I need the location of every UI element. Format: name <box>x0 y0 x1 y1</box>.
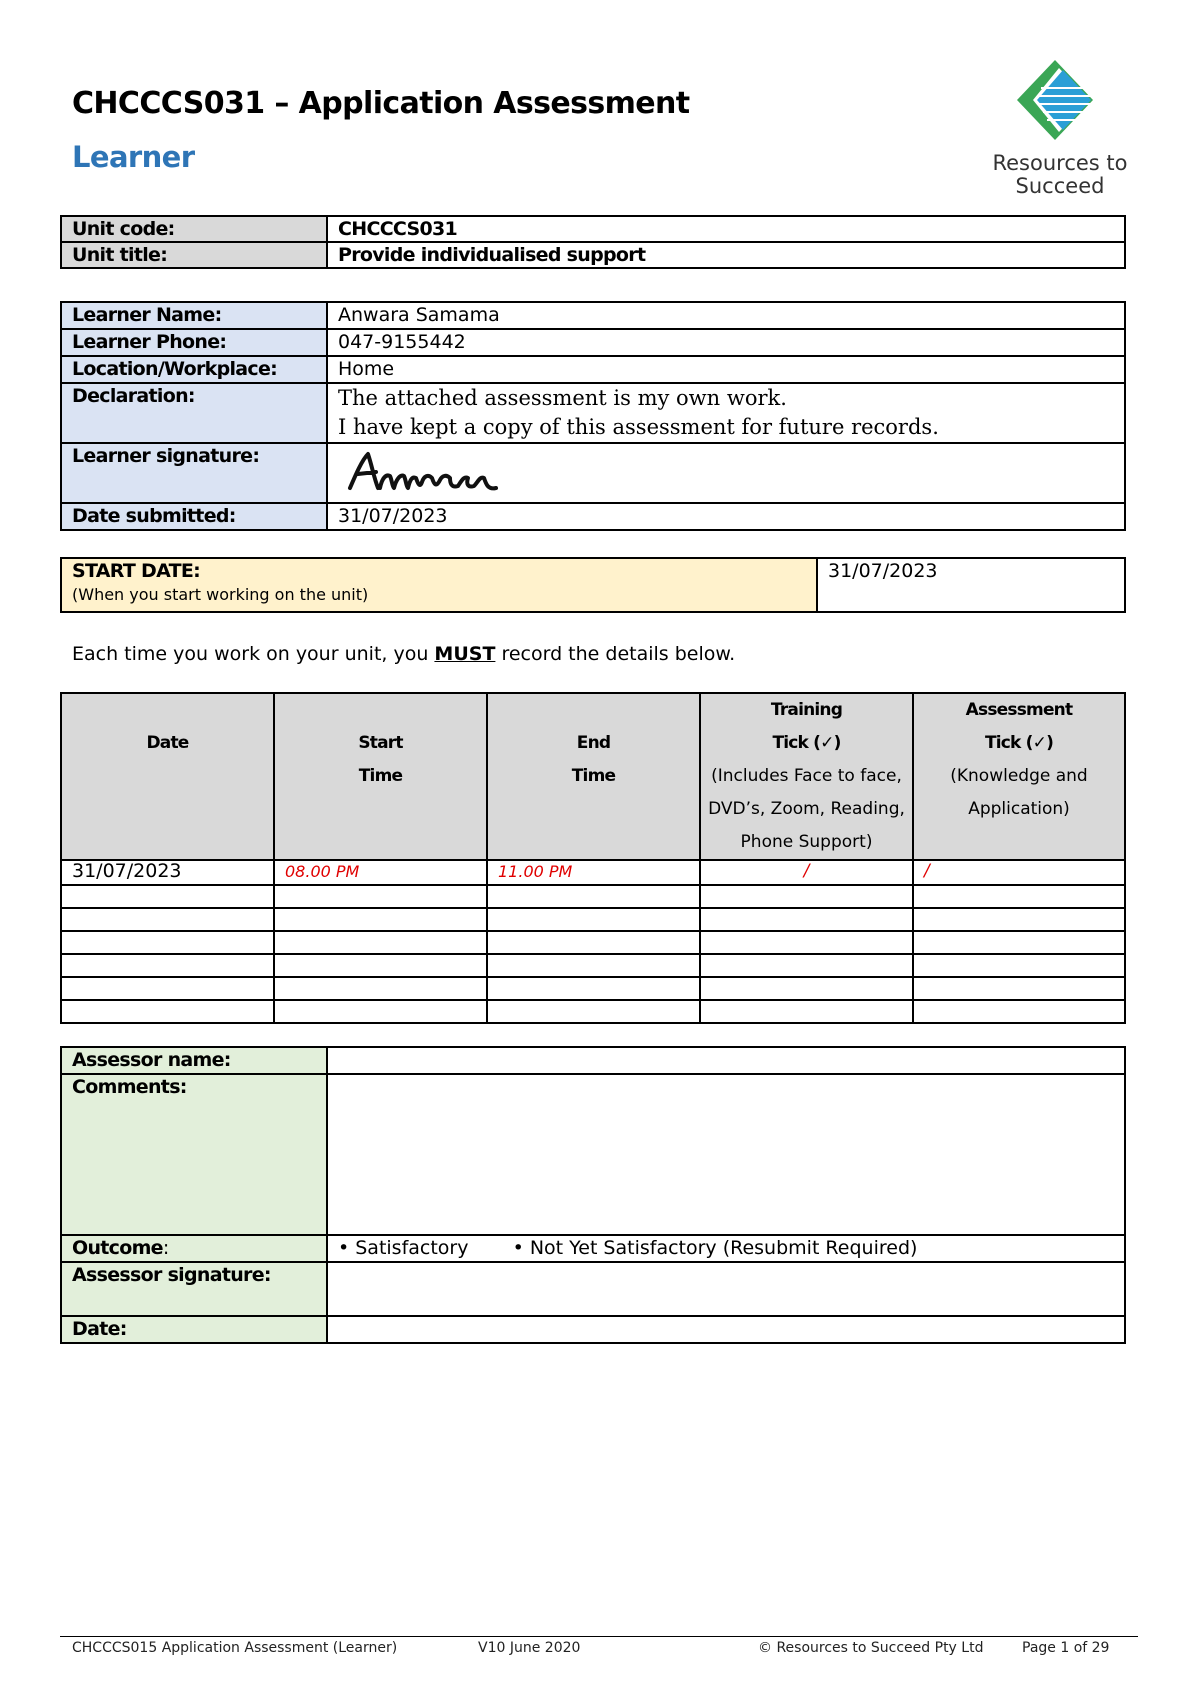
logo-text-line2: Succeed <box>1015 174 1105 198</box>
unit-code-label: Unit code: <box>61 216 327 242</box>
table-row <box>61 908 1125 931</box>
outcome-colon: : <box>162 1237 170 1259</box>
location-value: Home <box>327 356 1125 383</box>
footer-version: V10 June 2020 <box>478 1640 581 1656</box>
logo-diamond-icon <box>975 58 1145 148</box>
unit-code-row <box>61 216 1125 242</box>
log-cell <box>274 931 487 954</box>
declaration-text <box>327 383 1125 443</box>
start-date-label: START DATE: <box>72 560 201 582</box>
unit-title-label: Unit title: <box>61 242 327 268</box>
learner-signature-image <box>338 444 538 496</box>
assessor-date-label: Date: <box>61 1316 327 1343</box>
log-training-tick: / <box>700 860 913 885</box>
header-training-tick: Tick (✓) <box>772 733 841 753</box>
log-cell <box>274 885 487 908</box>
learner-details-table <box>60 301 1126 531</box>
header-date-label: Date <box>146 733 189 753</box>
learner-phone-value: 047-9155442 <box>327 329 1125 356</box>
log-cell <box>913 908 1125 931</box>
logo-text-line1: Resources to <box>992 151 1128 175</box>
declaration-line-2: I have kept a copy of this assessment for future records. <box>338 415 939 439</box>
learner-name-label: Learner Name: <box>61 302 327 329</box>
comments-value <box>327 1074 1125 1235</box>
log-cell <box>700 931 913 954</box>
outcome-label-cell <box>61 1235 327 1262</box>
footer-copyright: © Resources to Succeed Pty Ltd <box>758 1640 984 1656</box>
assessor-name-label: Assessor name: <box>61 1047 327 1074</box>
log-cell <box>700 908 913 931</box>
location-label: Location/Workplace: <box>61 356 327 383</box>
company-logo <box>975 58 1145 208</box>
unit-code-value: CHCCCS031 <box>327 216 1125 242</box>
unit-title-value: Provide individualised support <box>327 242 1125 268</box>
assessor-table <box>60 1046 1126 1344</box>
date-submitted-label: Date submitted: <box>61 503 327 530</box>
header-assessment-note-1: (Knowledge and <box>950 766 1088 786</box>
declaration-label: Declaration: <box>61 383 327 443</box>
work-log-table <box>60 692 1126 1024</box>
footer-divider <box>60 1636 1138 1637</box>
table-row <box>61 931 1125 954</box>
instruction-after: record the details below. <box>495 643 736 665</box>
table-row <box>61 1000 1125 1023</box>
work-log-header-row <box>61 693 1125 860</box>
table-row <box>61 860 1125 885</box>
log-cell <box>487 931 700 954</box>
header-assessment <box>913 693 1125 860</box>
log-cell <box>61 908 274 931</box>
document-subtitle: Learner <box>72 140 195 174</box>
start-date-value: 31/07/2023 <box>817 558 1125 612</box>
date-submitted-value: 31/07/2023 <box>327 503 1125 530</box>
log-cell <box>487 885 700 908</box>
header-assessment-tick: Tick (✓) <box>984 733 1054 753</box>
unit-table <box>60 215 1126 269</box>
log-cell <box>274 1000 487 1023</box>
header-end-time <box>487 693 700 860</box>
header-training-note-1: (Includes Face to face, <box>711 766 902 786</box>
header-start-label-1: Start <box>358 733 403 753</box>
header-date <box>61 693 274 860</box>
log-cell <box>700 885 913 908</box>
footer-page-number: Page 1 of 29 <box>1022 1640 1110 1656</box>
log-cell <box>61 931 274 954</box>
assessor-signature-label: Assessor signature: <box>61 1262 327 1316</box>
outcome-satisfactory: • Satisfactory <box>338 1237 469 1259</box>
header-assessment-note-2: Application) <box>968 799 1070 819</box>
log-cell <box>61 885 274 908</box>
assessor-name-value <box>327 1047 1125 1074</box>
table-row <box>61 954 1125 977</box>
learner-signature-label: Learner signature: <box>61 443 327 503</box>
log-cell <box>913 977 1125 1000</box>
log-cell <box>487 954 700 977</box>
learner-signature-cell <box>327 443 1125 503</box>
learner-phone-label: Learner Phone: <box>61 329 327 356</box>
header-assessment-label: Assessment <box>965 700 1073 720</box>
assessor-signature-value <box>327 1262 1125 1316</box>
unit-title-row <box>61 242 1125 268</box>
header-end-label-1: End <box>576 733 611 753</box>
assessor-date-value <box>327 1316 1125 1343</box>
log-cell <box>913 954 1125 977</box>
start-date-label-cell <box>61 558 817 612</box>
comments-label: Comments: <box>61 1074 327 1235</box>
log-end-time: 11.00 PM <box>487 860 700 885</box>
header-training-label: Training <box>770 700 843 720</box>
log-cell <box>274 977 487 1000</box>
footer-document-name: CHCCCS015 Application Assessment (Learner) <box>72 1640 398 1656</box>
log-cell <box>487 977 700 1000</box>
header-start-time <box>274 693 487 860</box>
start-date-note: (When you start working on the unit) <box>72 585 369 604</box>
outcome-options <box>327 1235 1125 1262</box>
document-title: CHCCCS031 – Application Assessment <box>72 86 690 121</box>
log-start-time: 08.00 PM <box>274 860 487 885</box>
table-row <box>61 977 1125 1000</box>
header-training-note-2: DVD’s, Zoom, Reading, <box>708 799 905 819</box>
log-assessment-tick: / <box>913 860 1125 885</box>
log-cell <box>913 885 1125 908</box>
log-cell <box>61 1000 274 1023</box>
outcome-not-yet-satisfactory: • Not Yet Satisfactory (Resubmit Required) <box>512 1237 918 1259</box>
outcome-label: Outcome <box>72 1237 163 1259</box>
learner-name-value: Anwara Samama <box>327 302 1125 329</box>
header-training <box>700 693 913 860</box>
log-cell <box>700 1000 913 1023</box>
log-cell <box>61 954 274 977</box>
log-cell <box>274 908 487 931</box>
log-cell <box>487 908 700 931</box>
header-end-label-2: Time <box>571 766 616 786</box>
log-date: 31/07/2023 <box>61 860 274 885</box>
log-cell <box>700 977 913 1000</box>
instruction-before: Each time you work on your unit, you <box>72 643 435 665</box>
header-start-label-2: Time <box>358 766 403 786</box>
table-row <box>61 885 1125 908</box>
log-cell <box>700 954 913 977</box>
declaration-line-1: The attached assessment is my own work. <box>338 386 787 410</box>
log-cell <box>61 977 274 1000</box>
log-cell <box>274 954 487 977</box>
instruction-text <box>72 643 735 665</box>
instruction-emphasis: MUST <box>434 643 496 665</box>
header-training-note-3: Phone Support) <box>740 832 873 852</box>
log-cell <box>487 1000 700 1023</box>
log-cell <box>913 1000 1125 1023</box>
start-date-table <box>60 557 1126 613</box>
log-cell <box>913 931 1125 954</box>
